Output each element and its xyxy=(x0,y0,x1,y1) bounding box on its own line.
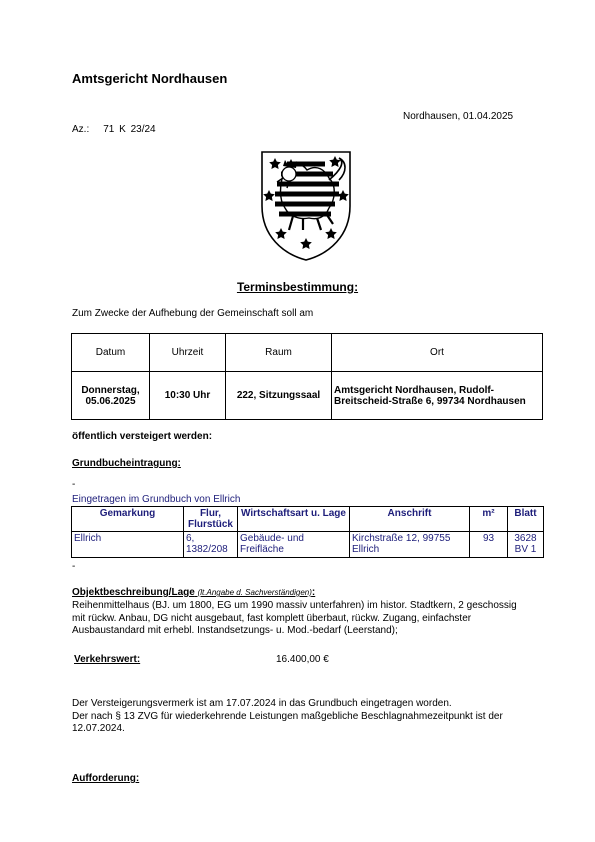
table-cell: 3628 BV 1 xyxy=(508,532,544,558)
date-cell xyxy=(72,372,150,420)
object-title-label: Objektbeschreibung/Lage xyxy=(72,587,195,598)
az-number: 71 K 23/24 xyxy=(103,124,156,135)
date-weekday: Donnerstag, xyxy=(81,384,140,396)
column-header: m² xyxy=(470,507,508,532)
az-label: Az.: xyxy=(72,124,90,135)
appointment-table xyxy=(71,333,543,420)
court-name: Amtsgericht Nordhausen xyxy=(72,71,228,86)
market-value: 16.400,00 € xyxy=(276,654,329,665)
column-header: Datum xyxy=(72,334,150,372)
land-registry-table xyxy=(71,506,544,558)
column-header: Blatt xyxy=(508,507,544,532)
section-title-grundbuch: Grundbucheintragung: xyxy=(72,458,181,469)
column-header: Uhrzeit xyxy=(150,334,226,372)
object-title-colon: : xyxy=(311,587,316,598)
table-cell: Gebäude- und Freifläche xyxy=(238,532,350,558)
dash-separator: - xyxy=(72,561,76,572)
column-header: Ort xyxy=(332,334,543,372)
file-reference xyxy=(72,124,156,135)
date-value: 05.06.2025 xyxy=(85,395,136,407)
table-cell: 6, 1382/208 xyxy=(184,532,238,558)
intro-text: Zum Zwecke der Aufhebung der Gemeinschaft soll am xyxy=(72,308,314,319)
auction-statement: öffentlich versteigert werden: xyxy=(72,431,213,442)
market-value-label: Verkehrswert: xyxy=(74,654,141,665)
registration-note xyxy=(72,698,542,736)
table-cell: Kirchstraße 12, 99755 Ellrich xyxy=(350,532,470,558)
table-cell: 93 xyxy=(470,532,508,558)
column-header: Raum xyxy=(226,334,332,372)
column-header: Anschrift xyxy=(350,507,470,532)
page-title: Terminsbestimmung: xyxy=(236,280,359,294)
place-cell: Amtsgericht Nordhausen, Rudolf-Breitscheid-Straße 6, 99734 Nordhausen xyxy=(332,372,543,420)
room-cell: 222, Sitzungssaal xyxy=(226,372,332,420)
table-row xyxy=(72,372,543,420)
object-description: Reihenmittelhaus (BJ. um 1800, EG um 1990 massiv unterfahren) im histor. Stadtkern, 2 geschossig mit rückw. Anbau, DG nicht ausgebaut, fast komplett überbaut, rückw. Zugang, einfachster Ausbaustandard mit erhebl. Instandsetzungs- u. Mod.-bedarf (Leerstand); xyxy=(72,600,517,636)
table-header-row xyxy=(72,507,544,532)
object-title-source: (lt.Angabe d. Sachverständigen) xyxy=(197,588,312,597)
registration-note-line: Der Versteigerungsvermerk ist am 17.07.2024 in das Grundbuch eingetragen worden. xyxy=(72,698,452,709)
seizure-date-note: Der nach § 13 ZVG für wiederkehrende Leistungen maßgebliche Beschlagnahmezeitpunkt ist der 12.07.2024. xyxy=(72,710,503,734)
section-title-object xyxy=(72,587,315,598)
table-row xyxy=(72,532,544,558)
time-cell: 10:30 Uhr xyxy=(150,372,226,420)
coat-of-arms-icon xyxy=(259,150,353,262)
table-header-row xyxy=(72,334,543,372)
place-date: Nordhausen, 01.04.2025 xyxy=(403,111,514,122)
dash-separator: - xyxy=(72,479,76,490)
column-header: Gemarkung xyxy=(72,507,184,532)
section-title-request: Aufforderung: xyxy=(72,773,140,784)
column-header: Flur, Flurstück xyxy=(184,507,238,532)
column-header: Wirtschaftsart u. Lage xyxy=(238,507,350,532)
table-cell: Ellrich xyxy=(72,532,184,558)
registry-note: Eingetragen im Grundbuch von Ellrich xyxy=(72,494,241,505)
